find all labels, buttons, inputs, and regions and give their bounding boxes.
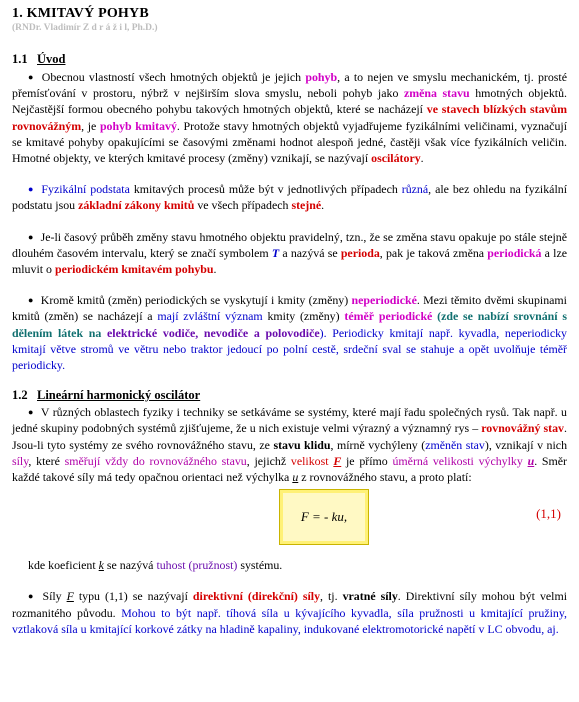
section-number: 1.1	[12, 52, 28, 66]
paragraph-oscillator-2: kde koeficient k se nazývá tuhost (pružnost) systému.	[28, 558, 283, 573]
section-title: Úvod	[37, 52, 66, 66]
bullet-icon: ●	[28, 295, 34, 306]
bullet-icon: ●	[28, 591, 36, 602]
section-number: 1.2	[12, 388, 28, 403]
section-title: Lineární harmonický oscilátor	[37, 388, 201, 403]
paragraph-oscillator-3: ● Síly F typu (1,1) se nazývají direktivní (direkční) síly, tj. vratné síly. Direktivní síly mohou být velmi rozmanitého původu. Mohou to být např. tíhová síla u kývajícího kyvadla, síla pružnosti u kmitající pružiny, vztlaková síla u kmitající korkové zátky na hladině kapaliny, indukované elektromotorické napětí v LC obvodu, aj.	[12, 589, 568, 636]
bullet-icon: ●	[28, 407, 34, 418]
paragraph-intro-3: ● Je-li časový průběh změny stavu hmotného objektu pravidelný, tzn., že se změna stavu opakuje po stále stejně dlouhém časovém intervalu, který se značí symbolem T a nazývá se perioda, pak je taková změna periodická a lze mluvit o periodickém kmitavém pohybu.	[12, 229, 568, 277]
bullet-icon: ●	[28, 231, 34, 242]
section-heading-1-1	[12, 52, 567, 67]
chapter-title: 1. KMITAVÝ POHYB	[12, 6, 149, 21]
formula-row	[12, 489, 567, 551]
paragraph-intro-4: ● Kromě kmitů (změn) periodických se vyskytují i kmity (změny) neperiodické. Mezi těmito dvěmi skupinami kmitů (změn) se nacházejí a mají zvláštní význam kmity (změny) téměř periodické (zde se nabízí srovnání s dělením látek na elektrické vodiče, nevodiče a polovodiče). Periodicky kmitají např. kyvadla, neperiodicky kmitají větve stromů ve větru nebo traktor jedoucí po polní cestě, srdeční sval se stahuje a opět uvolňuje téměř periodicky.	[12, 293, 567, 373]
paragraph-intro-1: ● Obecnou vlastností všech hmotných objektů je jejich pohyb, a to nejen ve smyslu mechanickém, tj. prosté přemísťování v prostoru, nýbrž v nejširším slova smyslu, neboli pohyb jako změna stavu hmotných objektů. Nejčastější formou obecného pohybu takových hmotných objektů, které se nacházejí ve stavech blízkých stavům rovnovážným, je pohyb kmitavý. Protože stavy hmotných objektů vyjadřujeme fyzikálními veličinami, vyznačují se kmitavé pohyby opakujícími se časovými změnami hodnot alespoň jedné, častěji však více fyzikálních veličin. Hmotné objekty, ve kterých kmitavé procesy (změny) vznikají, se nazývají oscilátory.	[12, 70, 568, 166]
paragraph-intro-2: ● Fyzikální podstata kmitavých procesů může být v jednotlivých případech různá, ale bez ohledu na fyzikální podstatu jsou základní zákony kmitů ve všech případech stejné.	[12, 182, 568, 213]
paragraph-oscillator-1: ● V různých oblastech fyziky i techniky se setkáváme se systémy, které mají řadu společných rysů. Tak např. u jedné skupiny podobných systémů zjišťujeme, že u nich existuje velmi výrazný a významný rys – rovnovážný stav. Jsou-li tyto systémy ze svého rovnovážného stavu, ze stavu klidu, mírně vychýleny (změněn stav), vznikají v nich síly, které směřují vždy do rovnovážného stavu, jejichž velikost F je přímo úměrná velikosti výchylky u. Směr každé takové síly má tedy opačnou orientaci než výchylka u z rovnovážného stavu, a proto platí:	[12, 405, 568, 485]
equation-number: (1,1)	[536, 506, 561, 522]
author-line: (RNDr. Vladimír Z d r á ž i l, Ph.D.)	[12, 23, 158, 33]
bullet-icon: ●	[28, 184, 35, 195]
section-heading-1-2	[12, 388, 567, 403]
formula-box: F = - ku,	[279, 489, 369, 545]
document-page	[12, 6, 567, 637]
bullet-icon: ●	[28, 72, 35, 82]
